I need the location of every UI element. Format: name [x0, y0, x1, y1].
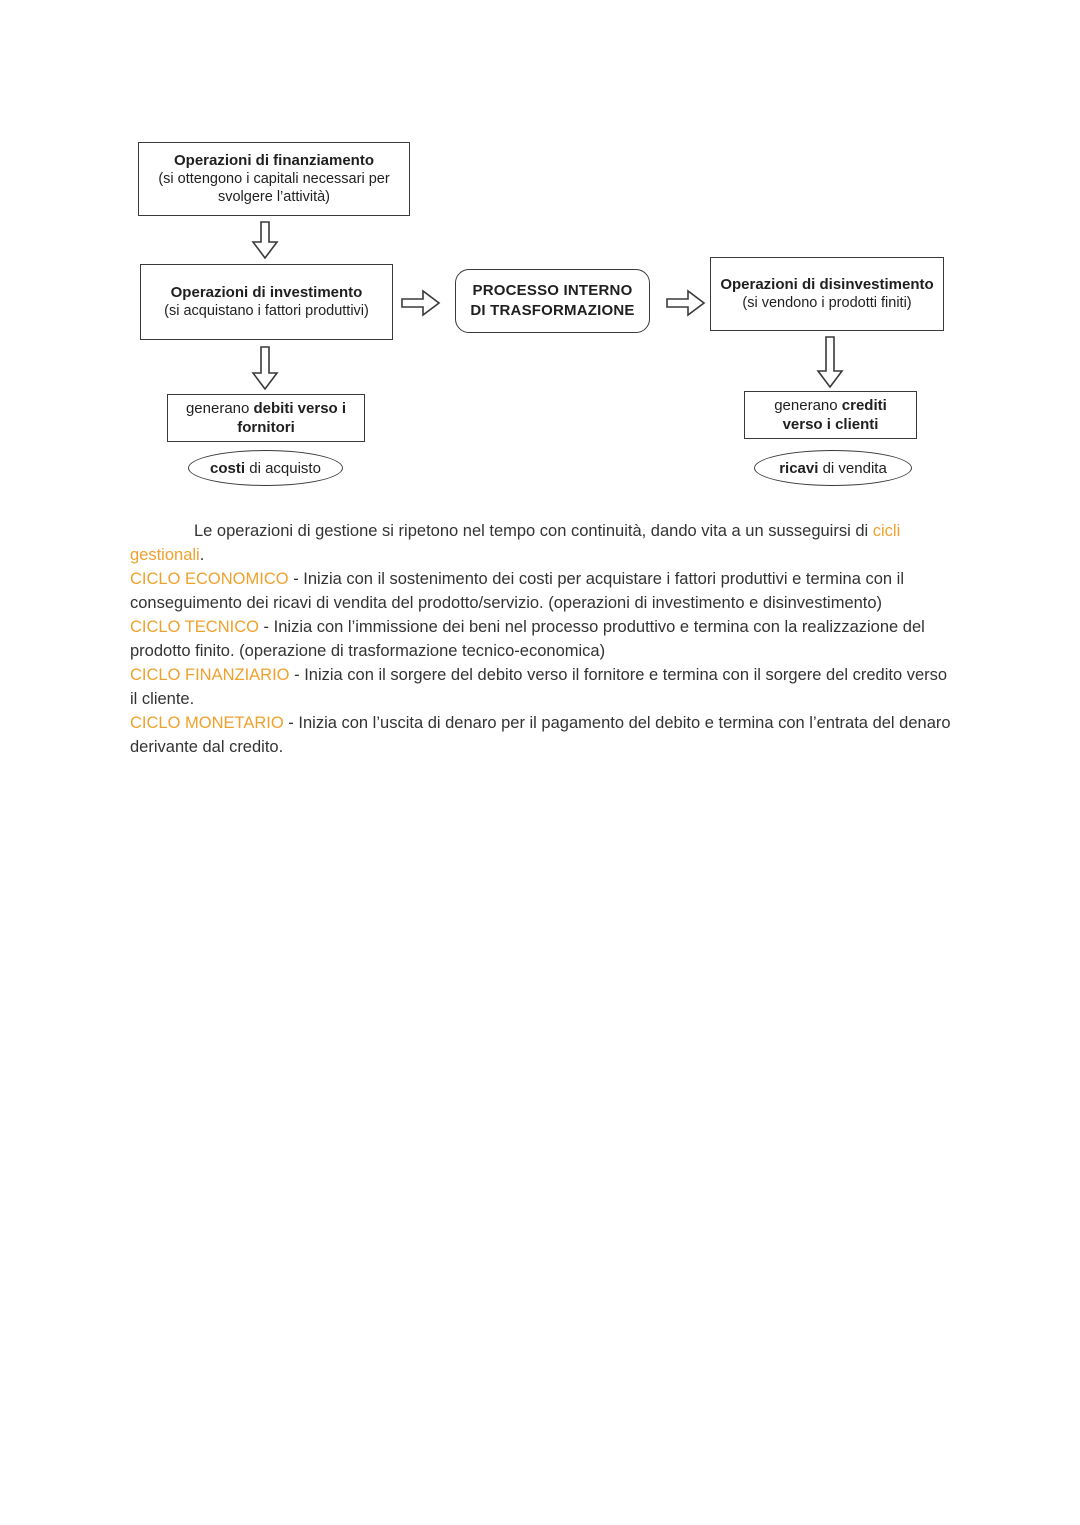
financing-operations-box	[138, 142, 410, 216]
costs-normal-text: di acquisto	[245, 459, 321, 477]
costs-bold-text: costi	[210, 459, 246, 477]
credits-box-normal-text: generano	[774, 396, 842, 414]
intro-lead-text: Le operazioni di gestione si ripetono nel tempo con continuità, dando vita a un susseguirsi di	[194, 522, 873, 540]
down-arrow-icon	[251, 346, 279, 390]
intro-highlight-text: cicli gestionali	[130, 522, 901, 564]
revenues-bold-text: ricavi	[779, 459, 819, 477]
cycle-body-text: Inizia con l’immissione dei beni nel processo produttivo e termina con la realizzazione del prodotto finito. (operazione di trasformazione tecnico-economica)	[130, 618, 925, 660]
revenues-ellipse	[754, 450, 912, 486]
internal-process-box	[455, 269, 650, 333]
credits-box	[744, 391, 917, 439]
cycle-body-text: Inizia con il sorgere del debito verso il fornitore e termina con il sorgere del credito verso il cliente.	[130, 666, 948, 708]
cycle-body-text: Inizia con l’uscita di denaro per il pagamento del debito e termina con l’entrata del denaro derivante dal credito.	[130, 714, 951, 756]
right-arrow-icon	[401, 289, 441, 317]
cycle-label: CICLO ECONOMICO	[130, 570, 289, 588]
disinvestment-operations-box	[710, 257, 944, 331]
debts-box-bold-text: debiti verso i fornitori	[237, 399, 347, 436]
costs-ellipse	[188, 450, 343, 486]
debts-box-normal-text: generano	[185, 399, 254, 417]
cycle-separator: -	[288, 570, 304, 588]
process-box-title: PROCESSO INTERNO DI TRASFORMAZIONE	[470, 281, 635, 319]
cycle-paragraph-economico	[130, 567, 958, 615]
credits-box-text	[753, 396, 908, 435]
debts-box-text	[176, 399, 356, 438]
cycle-paragraph-monetario	[130, 711, 958, 759]
cycle-paragraph-tecnico	[130, 615, 958, 663]
investment-operations-box	[140, 264, 393, 340]
cycle-label: CICLO TECNICO	[130, 618, 259, 636]
cycle-label: CICLO MONETARIO	[130, 714, 284, 732]
cycle-separator: -	[258, 618, 274, 636]
costs-ellipse-text	[210, 460, 321, 477]
intro-tail-text: .	[199, 546, 205, 564]
cycle-paragraph-finanziario	[130, 663, 958, 711]
cycle-separator: -	[283, 714, 299, 732]
revenues-ellipse-text	[779, 460, 887, 477]
disinvestment-box-title: Operazioni di disinvestimento	[720, 275, 934, 293]
financing-box-title: Operazioni di finanziamento	[173, 151, 375, 169]
debts-box	[167, 394, 365, 442]
down-arrow-icon	[816, 336, 844, 388]
revenues-normal-text: di vendita	[818, 459, 887, 477]
right-arrow-icon	[666, 289, 706, 317]
down-arrow-icon	[251, 221, 279, 259]
cycle-label: CICLO FINANZIARIO	[130, 666, 290, 684]
financing-box-subtitle: (si ottengono i capitali necessari per svolgere l’attività)	[158, 171, 390, 206]
notes-text-block	[130, 519, 958, 759]
disinvestment-box-subtitle: (si vendono i prodotti finiti)	[742, 295, 912, 312]
credits-box-bold-text: crediti verso i clienti	[782, 396, 887, 433]
investment-box-title: Operazioni di investimento	[170, 283, 363, 301]
intro-paragraph	[130, 519, 958, 567]
cycle-separator: -	[289, 666, 305, 684]
cycle-body-text: Inizia con il sostenimento dei costi per acquistare i fattori produttivi e termina con il conseguimento dei ricavi di vendita del prodotto/servizio. (operazioni di investimento e disinvestimento)	[130, 570, 904, 612]
investment-box-subtitle: (si acquistano i fattori produttivi)	[164, 303, 369, 320]
